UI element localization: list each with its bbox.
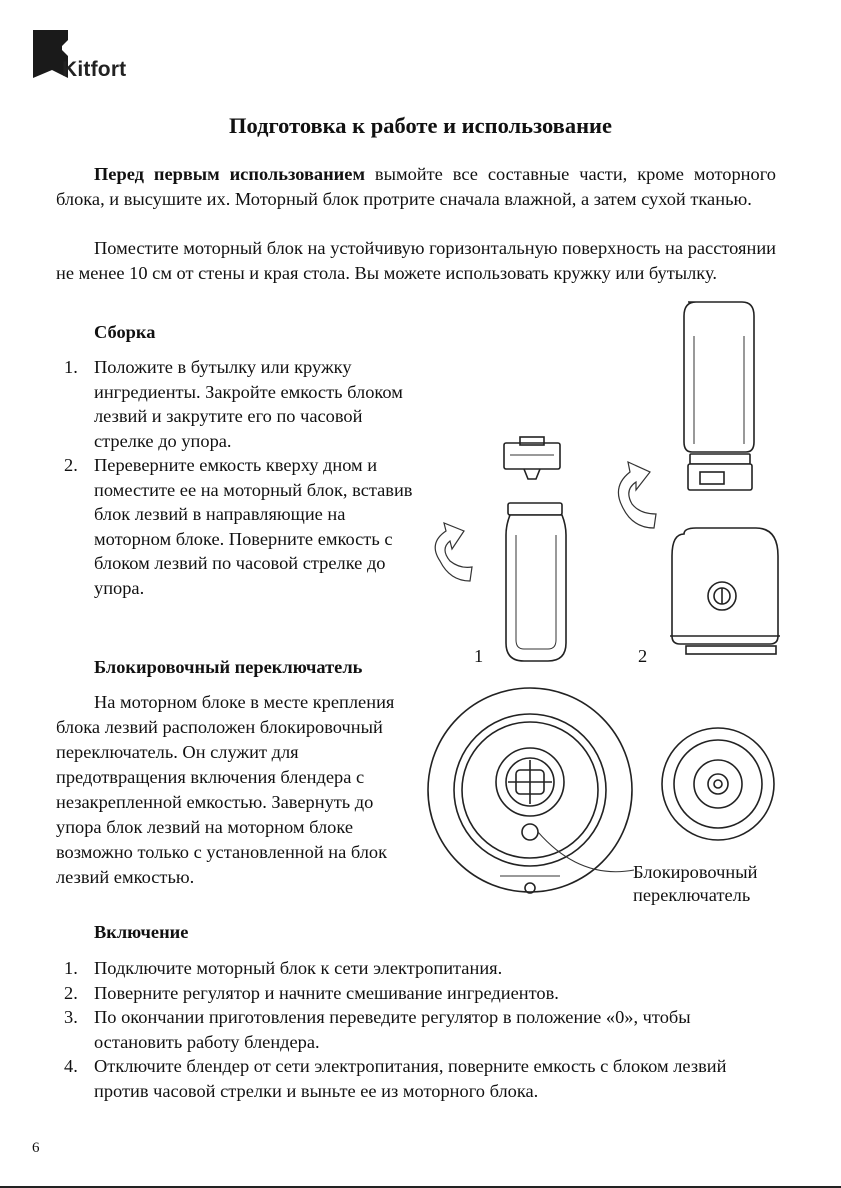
step-number: 3. [64, 1007, 78, 1027]
lock-caption-line-1: Блокировочный [633, 862, 758, 882]
step-text: Подключите моторный блок к сети электропитания. [94, 958, 503, 978]
assembly-list [64, 355, 416, 600]
intro-bold-lead: Перед первым использованием [94, 164, 365, 184]
power-on-step-2 [64, 981, 764, 1006]
bottle-icon [506, 503, 566, 661]
power-on-list [64, 956, 764, 1103]
figure-1-illustration [420, 435, 600, 665]
step-text: Поверните регулятор и начните смешивание ингредиентов. [94, 982, 559, 1003]
figure-2-illustration [606, 296, 806, 666]
power-on-step-1 [64, 956, 764, 981]
page-title: Подготовка к работе и использование [228, 113, 612, 138]
assembly-step-2 [64, 453, 416, 600]
page-number: 6 [32, 1140, 40, 1156]
rotate-arrow-icon [618, 462, 656, 528]
assembly-step-1 [64, 355, 416, 453]
intro-paragraph-2: Поместите моторный блок на устойчивую горизонтальную поверхность на расстоянии не менее 10 см от стены и края стола. Вы можете использовать кружку или бутылку. [56, 238, 776, 283]
step-text: Переверните емкость кверху дном и поместите ее на моторный блок, вставив блок лезвий в направляющие на моторном блоке. Поверните емкость с блоком лезвий по часовой стрелке до упора. [94, 455, 413, 598]
figure-1-label: 1 [474, 646, 484, 666]
step-number: 2. [64, 455, 78, 475]
motor-block-top-view-icon [428, 688, 632, 893]
power-on-heading: Включение [94, 922, 189, 942]
figure-2-label: 2 [638, 646, 648, 666]
inverted-bottle-icon [684, 302, 754, 490]
lock-paragraph: На моторном блоке в месте крепления блока лезвий расположен блокировочный переключатель. Он служит для предотвращения включения блендера с незакрепленной емкостью. Завернуть до упора блок лезвий на моторном блоке возможно только с установленной на блок лезвий емкостью. [56, 692, 395, 887]
intro-paragraph-1 [56, 162, 776, 212]
power-on-step-3 [64, 1005, 764, 1054]
step-number: 4. [64, 1056, 78, 1076]
lock-caption-line-2: переключатель [633, 885, 751, 905]
lock-heading: Блокировочный переключатель [94, 657, 363, 677]
step-number: 1. [64, 958, 78, 978]
blade-unit-icon [504, 437, 560, 479]
intro-text-1: вымойте все составные части, кроме моторного блока, и высушите их. Моторный блок протрите сначала влажной, а затем сухой тканью. [56, 164, 776, 209]
lock-switch-illustration [420, 680, 820, 910]
assembly-heading: Сборка [94, 322, 156, 342]
step-text: По окончании приготовления переведите регулятор в положение «0», чтобы остановить работу блендера. [94, 1007, 691, 1052]
step-text: Отключите блендер от сети электропитания, поверните емкость с блоком лезвий против часовой стрелки и выньте ее из моторного блока. [94, 1056, 727, 1101]
blade-unit-top-view-icon [662, 728, 774, 840]
step-number: 2. [64, 982, 78, 1003]
step-text: Положите в бутылку или кружку ингредиенты. Закройте емкость блоком лезвий и закрутите его по часовой стрелке до упора. [94, 357, 403, 451]
lock-caption [633, 861, 757, 907]
rotate-arrow-icon [435, 523, 472, 581]
brand-name: Kitfort [62, 58, 127, 81]
power-on-step-4 [64, 1054, 764, 1103]
step-number: 1. [64, 357, 78, 377]
motor-block-icon [670, 528, 780, 654]
